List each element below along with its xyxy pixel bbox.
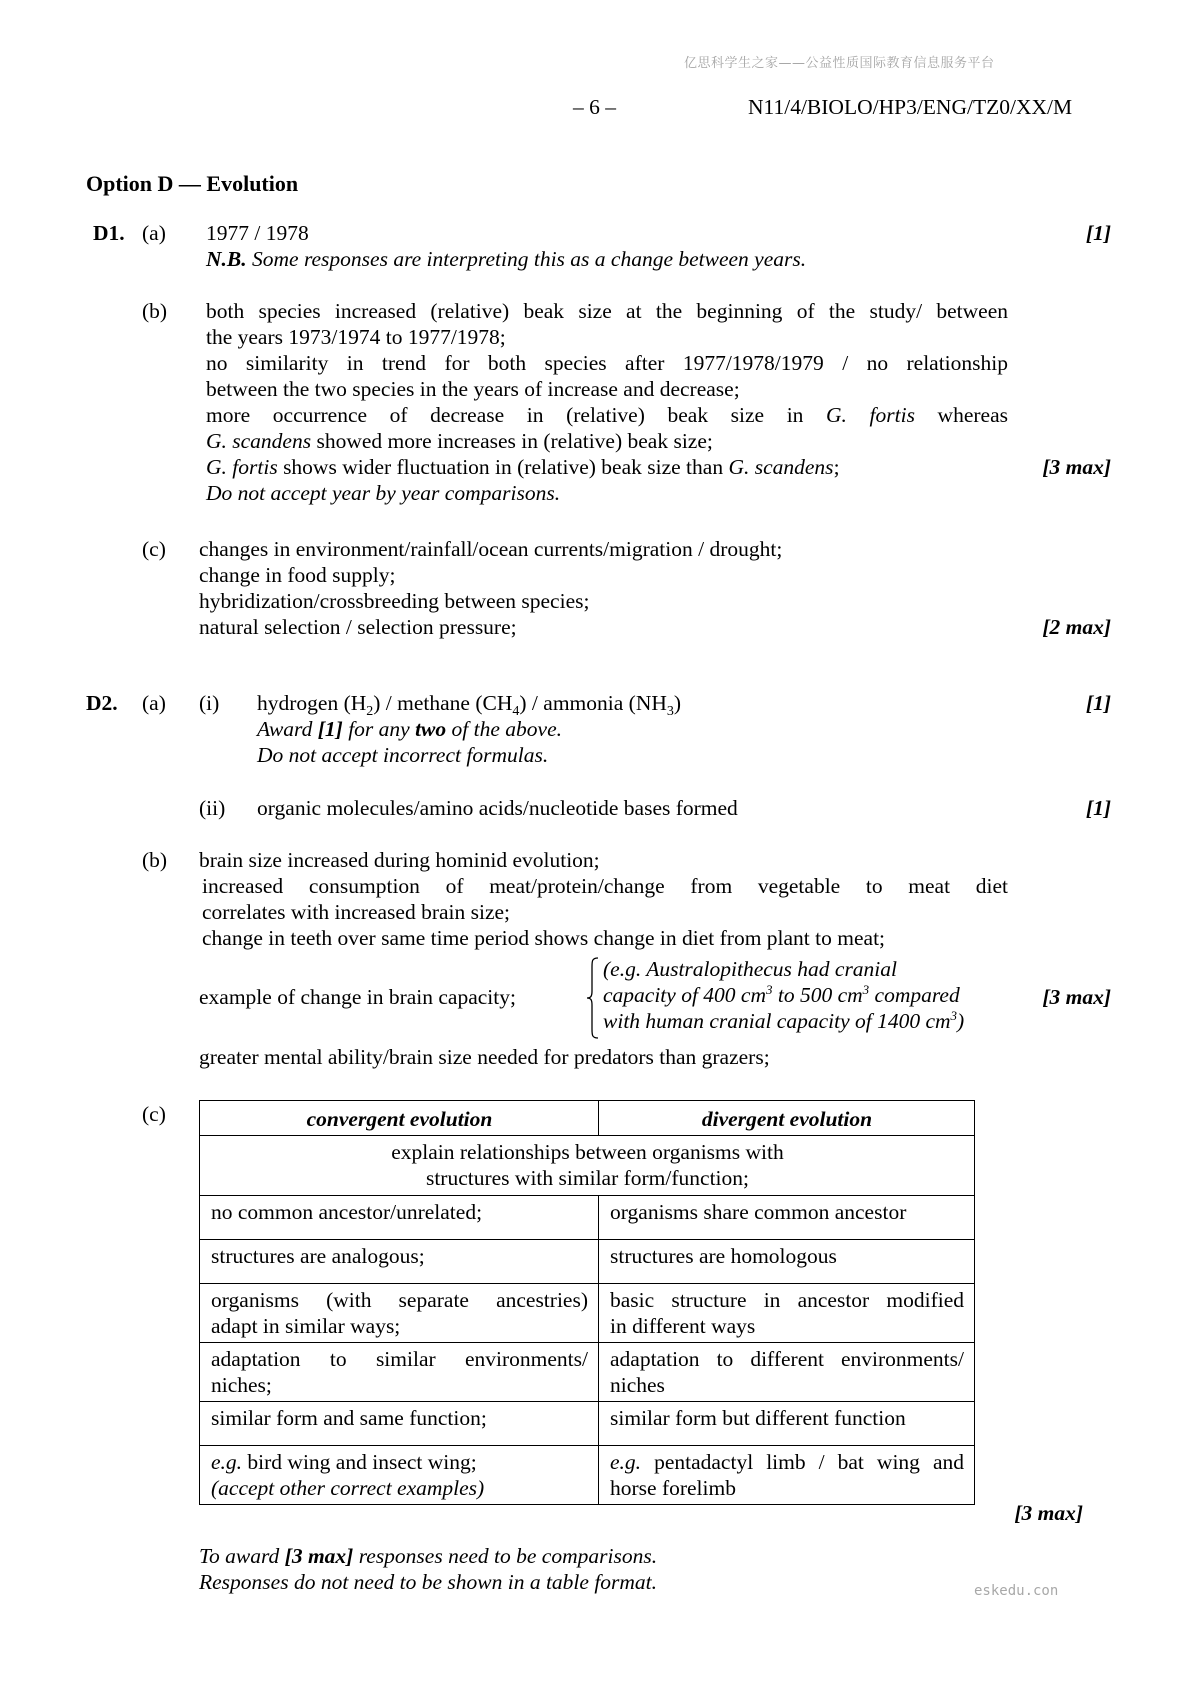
d1a-line	[206, 220, 806, 246]
text-run: horse forelimb	[610, 1476, 736, 1500]
d2b-example-line	[603, 1008, 964, 1034]
cell-line	[610, 1475, 964, 1501]
cell-line	[610, 1199, 964, 1225]
d2b-top-lines	[199, 847, 1008, 951]
d1b-line	[206, 402, 1008, 428]
cell-line	[211, 1372, 588, 1398]
d1a-label: (a)	[142, 221, 166, 245]
d2aii-label: (ii)	[199, 796, 226, 820]
text-run: ) / methane (CH	[373, 691, 513, 715]
d2b-example-label: example of change in brain capacity;	[199, 985, 516, 1009]
section-title: Option D — Evolution	[86, 171, 299, 196]
table-cell-divergent	[599, 1446, 975, 1505]
text-run: adaptation to different environments/	[610, 1347, 964, 1371]
table-row	[200, 1196, 975, 1240]
d1b-line	[206, 350, 1008, 376]
cell-line	[610, 1405, 964, 1431]
d1b-label: (b)	[142, 299, 168, 323]
text-run: ) / ammonia (NH	[519, 691, 667, 715]
column-header-convergent: convergent evolution	[200, 1101, 599, 1136]
text-run: with human cranial capacity of 1400 cm	[603, 1009, 951, 1033]
d2c-note-line	[199, 1569, 657, 1595]
text-run: )	[957, 1009, 965, 1033]
d2aii-answer: organic molecules/amino acids/nucleotide bases formed	[257, 796, 738, 820]
column-header-divergent: divergent evolution	[599, 1101, 975, 1136]
table-row	[200, 1402, 975, 1446]
text-run: G. scandens	[728, 455, 834, 479]
text-run: between the two species in the years of increase and decrease;	[206, 377, 740, 401]
table-cell-convergent	[200, 1196, 599, 1240]
table-cell-convergent	[200, 1343, 599, 1402]
d2c-mark: [3 max]	[1014, 1501, 1083, 1525]
d1c-line: change in food supply;	[199, 563, 396, 587]
d2b-label: (b)	[142, 848, 168, 872]
cell-line	[610, 1346, 964, 1372]
d2b-line	[199, 899, 1008, 925]
text-run: hydrogen (H	[257, 691, 367, 715]
cell-line	[211, 1313, 588, 1339]
d1b-mark: [3 max]	[1042, 455, 1111, 479]
cell-line	[610, 1287, 964, 1313]
text-run: e.g.	[610, 1450, 642, 1474]
d1b-line	[206, 298, 1008, 324]
text-run: two	[415, 717, 447, 741]
text-run: Some responses are interpreting this as a change between years.	[246, 247, 807, 271]
question-d2-label: D2.	[86, 691, 118, 715]
table-row	[200, 1446, 975, 1505]
text-run: both species increased (relative) beak size at the beginning of the study/ between	[206, 299, 1008, 323]
d2ai-line	[257, 716, 681, 742]
cell-line	[610, 1243, 964, 1269]
text-run: (e.g. Australopithecus had cranial	[603, 957, 898, 981]
text-run: organisms share common ancestor	[610, 1200, 907, 1224]
d2b-example-line	[603, 982, 964, 1008]
text-run: to 500 cm	[772, 983, 863, 1007]
table-cell-divergent	[599, 1402, 975, 1446]
text-run: whereas	[914, 403, 1008, 427]
d2b-line	[199, 925, 1008, 951]
d2c-label: (c)	[142, 1102, 166, 1126]
cell-line	[211, 1405, 588, 1431]
text-run: pentadactyl limb / bat wing and	[641, 1450, 964, 1474]
text-run: 1977 / 1978	[206, 221, 309, 245]
text-run: increased consumption of meat/protein/change from vegetable to meat diet	[202, 874, 1008, 898]
text-run: 3	[666, 704, 674, 719]
d1b-line	[206, 454, 1008, 480]
document-code: N11/4/BIOLO/HP3/ENG/TZ0/XX/M	[748, 95, 1073, 119]
d2b-example-line	[603, 956, 964, 982]
cell-line	[211, 1346, 588, 1372]
d2b-example-detail	[603, 956, 964, 1034]
text-run: structures are homologous	[610, 1244, 837, 1268]
text-run: Responses do not need to be shown in a table format.	[199, 1570, 658, 1594]
shared-line: structures with similar form/function;	[425, 1166, 750, 1190]
cell-line	[211, 1243, 588, 1269]
table-header-row	[200, 1101, 975, 1136]
question-d1-label: D1.	[93, 221, 125, 245]
d2b-line	[199, 847, 1005, 873]
table-cell-shared	[200, 1136, 975, 1196]
table-row	[200, 1240, 975, 1284]
d1a-line	[206, 246, 806, 272]
cell-line	[610, 1449, 964, 1475]
text-run: brain size increased during hominid evolution;	[199, 848, 600, 872]
text-run: niches	[610, 1373, 665, 1397]
watermark-header: 亿思科学生之家——公益性质国际教育信息服务平台	[684, 56, 995, 71]
text-run: G. fortis	[206, 455, 278, 479]
d2a-label: (a)	[142, 691, 166, 715]
curly-brace	[586, 957, 600, 1039]
text-run: more occurrence of decrease in (relative) beak size in	[206, 403, 827, 427]
text-run: e.g.	[211, 1450, 243, 1474]
d2ai-line	[257, 690, 682, 719]
text-run: correlates with increased brain size;	[202, 900, 511, 924]
cell-line	[211, 1449, 588, 1475]
text-run: change in teeth over same time period shows change in diet from plant to meat;	[202, 926, 886, 950]
d2c-note	[199, 1543, 657, 1595]
text-run: Award	[257, 717, 318, 741]
cell-line	[211, 1287, 588, 1313]
text-run: ;	[833, 455, 840, 479]
text-run: structures are analogous;	[211, 1244, 425, 1268]
table-cell-convergent	[200, 1240, 599, 1284]
table-cell-divergent	[599, 1343, 975, 1402]
text-run: bird wing and insect wing;	[242, 1450, 477, 1474]
cell-line	[211, 1199, 588, 1225]
comparison-table	[199, 1100, 975, 1505]
d1b-line	[206, 376, 1008, 402]
text-run: To award	[199, 1544, 285, 1568]
d1a-answer	[206, 220, 806, 272]
text-run: 4	[512, 704, 520, 719]
cell-line	[610, 1372, 964, 1398]
d2b-answer	[199, 847, 1008, 951]
d2b-line	[199, 873, 1008, 899]
table-cell-divergent	[599, 1196, 975, 1240]
text-run: N.B.	[206, 247, 247, 271]
table-cell-convergent	[200, 1446, 599, 1505]
text-run: organisms (with separate ancestries)	[211, 1288, 588, 1312]
d1b-line	[206, 428, 1008, 454]
text-run: 3	[950, 1008, 958, 1023]
d1b-line	[206, 324, 1008, 350]
watermark-footer: eskedu.con	[974, 1583, 1059, 1599]
d2ai-line	[257, 742, 681, 768]
text-run: )	[673, 691, 682, 715]
text-run: showed more increases in (relative) beak size;	[311, 429, 713, 453]
table-cell-divergent	[599, 1284, 975, 1343]
text-run: capacity of 400 cm	[603, 983, 766, 1007]
d1c-mark: [2 max]	[1042, 615, 1111, 639]
text-run: 3	[766, 982, 773, 997]
cell-line	[610, 1313, 964, 1339]
d2ai-mark: [1]	[1085, 691, 1111, 715]
text-run: similar form and same function;	[211, 1406, 487, 1430]
text-run: shows wider fluctuation in (relative) beak size than	[277, 455, 729, 479]
table-row	[200, 1284, 975, 1343]
d1c-answer	[199, 536, 782, 640]
text-run: 3	[862, 982, 870, 997]
d2b-mark: [3 max]	[1042, 985, 1111, 1009]
d1c-line: natural selection / selection pressure;	[199, 615, 517, 639]
d1c-line: hybridization/crossbreeding between species;	[199, 589, 590, 613]
text-run: [1]	[317, 717, 343, 741]
text-run: (accept other correct examples)	[211, 1476, 485, 1500]
d2ai-label: (i)	[199, 691, 220, 715]
text-run: 2	[366, 704, 374, 719]
text-run: for any	[342, 717, 416, 741]
table-cell-divergent	[599, 1240, 975, 1284]
cell-line	[211, 1475, 588, 1501]
text-run: [3 max]	[284, 1544, 354, 1568]
text-run: no common ancestor/unrelated;	[211, 1200, 483, 1224]
text-run: no similarity in trend for both species after 1977/1978/1979 / no relationship	[206, 351, 1008, 375]
table-body	[200, 1196, 975, 1505]
d1b-answer	[206, 298, 1008, 506]
text-run: Do not accept incorrect formulas.	[257, 743, 549, 767]
text-run: adaptation to similar environments/	[211, 1347, 588, 1371]
d2b-last-line: greater mental ability/brain size needed for predators than grazers;	[199, 1045, 770, 1069]
text-run: compared	[869, 983, 960, 1007]
d2aii-mark: [1]	[1085, 796, 1111, 820]
table-cell-convergent	[200, 1402, 599, 1446]
table-row	[200, 1343, 975, 1402]
text-run: of the above.	[446, 717, 562, 741]
text-run: basic structure in ancestor modified	[610, 1288, 964, 1312]
text-run: responses need to be comparisons.	[353, 1544, 658, 1568]
text-run: adapt in similar ways;	[211, 1314, 401, 1338]
d2ai-answer	[257, 690, 681, 768]
text-run: similar form but different function	[610, 1406, 906, 1430]
text-run: G. scandens	[206, 429, 312, 453]
d1c-label: (c)	[142, 537, 166, 561]
text-run: G. fortis	[826, 403, 915, 427]
d1a-mark: [1]	[1085, 221, 1111, 245]
text-run: Do not accept year by year comparisons.	[206, 481, 561, 505]
d2c-note-line	[199, 1543, 657, 1569]
page-number: – 6 –	[573, 95, 616, 119]
d1b-line	[206, 480, 1008, 506]
table-cell-convergent	[200, 1284, 599, 1343]
d1c-line: changes in environment/rainfall/ocean currents/migration / drought;	[199, 537, 783, 561]
table-row-shared	[200, 1136, 975, 1196]
text-run: the years 1973/1974 to 1977/1978;	[206, 325, 506, 349]
text-run: niches;	[211, 1373, 272, 1397]
shared-line: explain relationships between organisms with	[391, 1140, 784, 1164]
text-run: in different ways	[610, 1314, 756, 1338]
